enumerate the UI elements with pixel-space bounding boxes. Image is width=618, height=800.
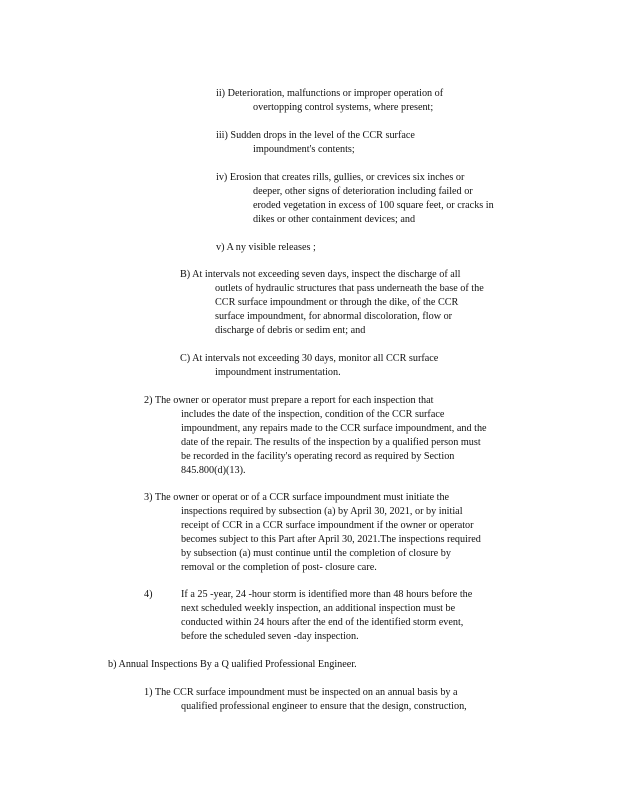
text-line: date of the repair. The results of the inspection by a qualified person must (181, 437, 481, 448)
text-line: receipt of CCR in a CCR surface impoundment if the owner or operator (181, 520, 474, 531)
text-line: b) Annual Inspections By a Q ualified Professional Engineer. (108, 659, 357, 670)
text-line: becomes subject to this Part after April 30, 2021.The inspections required (181, 534, 481, 545)
section-b-heading (108, 658, 357, 672)
item-2 (144, 394, 487, 478)
item-3 (144, 491, 481, 575)
item-1 (144, 686, 467, 714)
text-line: impoundment's contents; (253, 144, 355, 155)
text-line: before the scheduled seven -day inspection. (181, 631, 359, 642)
text-line: discharge of debris or sedim ent; and (215, 325, 366, 336)
text-line: eroded vegetation in excess of 100 square feet, or cracks in (253, 200, 494, 211)
text-line: by subsection (a) must continue until the completion of closure by (181, 548, 451, 559)
text-line: 845.800(d)(13). (181, 465, 246, 476)
text-line: inspections required by subsection (a) by April 30, 2021, or by initial (181, 506, 463, 517)
text-line: conducted within 24 hours after the end of the identified storm event, (181, 617, 464, 628)
text-line: 2) The owner or operator must prepare a report for each inspection that (144, 395, 434, 406)
text-line: iv) Erosion that creates rills, gullies, or crevices six inches or (216, 172, 465, 183)
text-line: C) At intervals not exceeding 30 days, monitor all CCR surface (180, 353, 439, 364)
text-line: B) At intervals not exceeding seven days, inspect the discharge of all (180, 269, 461, 280)
text-line: dikes or other containment devices; and (253, 214, 416, 225)
text-line: qualified professional engineer to ensure that the design, construction, (181, 701, 467, 712)
text-line: impoundment, any repairs made to the CCR surface impoundment, and the (181, 423, 487, 434)
item-4-label: 4) (144, 589, 153, 600)
text-line: surface impoundment, for abnormal discoloration, flow or (215, 311, 453, 322)
item-C (180, 352, 438, 380)
text-line: removal or the completion of post- closure care. (181, 562, 377, 573)
item-v (216, 241, 316, 255)
item-iii (216, 129, 415, 157)
text-line: outlets of hydraulic structures that pass underneath the base of the (215, 283, 484, 294)
text-line: 1) The CCR surface impoundment must be inspected on an annual basis by a (144, 687, 458, 698)
item-4 (181, 588, 472, 644)
text-line: iii) Sudden drops in the level of the CCR surface (216, 130, 415, 141)
text-line: overtopping control systems, where present; (253, 102, 434, 113)
text-line: CCR surface impoundment or through the dike, of the CCR (215, 297, 459, 308)
text-line: deeper, other signs of deterioration including failed or (253, 186, 473, 197)
item-B (180, 268, 484, 338)
text-line: be recorded in the facility's operating record as required by Section (181, 451, 455, 462)
item-iv (216, 171, 494, 227)
text-line: impoundment instrumentation. (215, 367, 341, 378)
text-line: includes the date of the inspection, condition of the CCR surface (181, 409, 445, 420)
text-line: ii) Deterioration, malfunctions or improper operation of (216, 88, 444, 99)
text-line: 3) The owner or operat or of a CCR surface impoundment must initiate the (144, 492, 450, 503)
text-line: v) A ny visible releases ; (216, 242, 316, 253)
text-line: next scheduled weekly inspection, an additional inspection must be (181, 603, 456, 614)
item-ii (216, 87, 443, 115)
text-line: If a 25 -year, 24 -hour storm is identified more than 48 hours before the (181, 589, 473, 600)
